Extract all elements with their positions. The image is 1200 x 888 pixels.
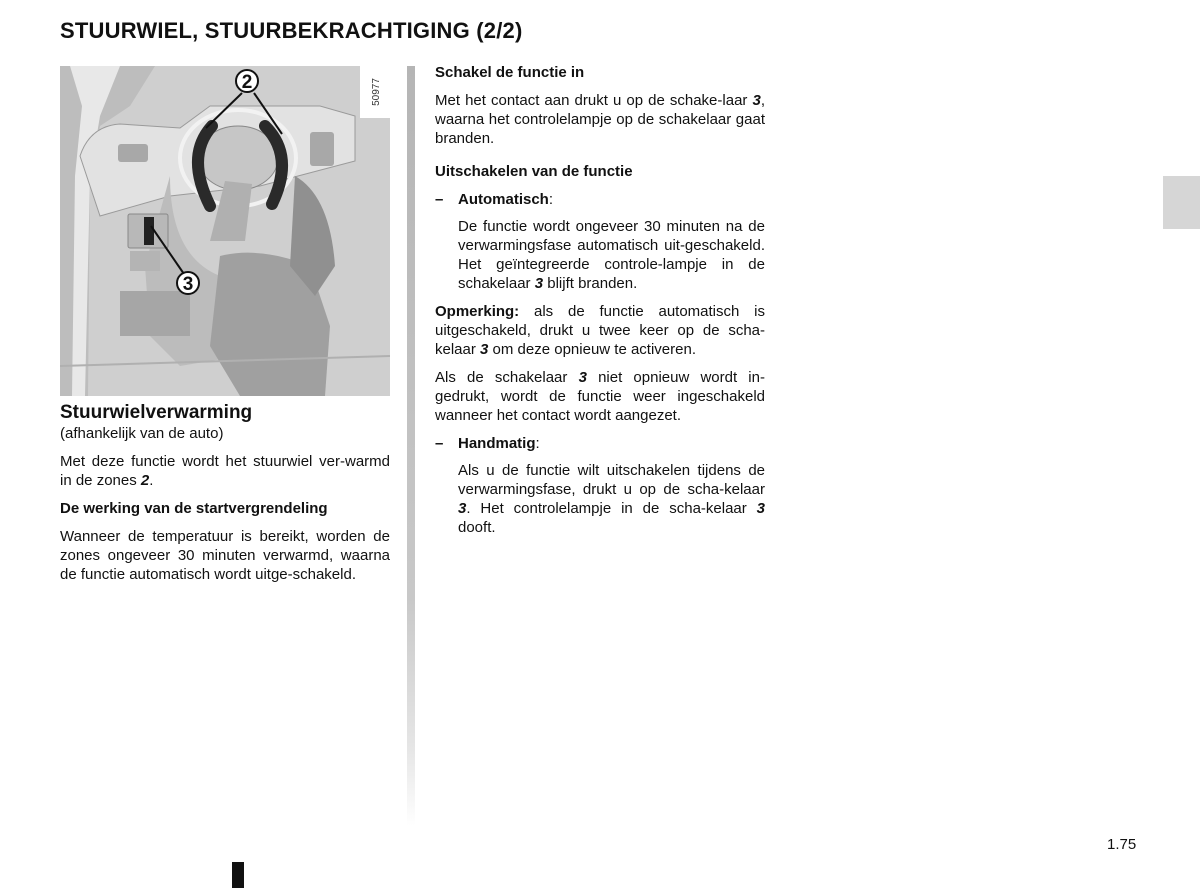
disable-heading: Uitschakelen van de functie xyxy=(435,163,633,180)
reactivate-paragraph: Als de schakelaar 3 niet opnieuw wordt in-gedrukt, wordt de functie weer ingeschakeld wanneer het contact wordt aangezet. xyxy=(435,369,765,424)
right-column xyxy=(435,63,765,546)
enable-paragraph: Met het contact aan drukt u op de schake-laar 3, waarna het controlelampje op de schakelaar gaat branden. xyxy=(435,92,765,147)
figure-code: 50977 xyxy=(371,78,382,106)
callout-2-label: 2 xyxy=(241,72,253,93)
start-lock-heading: De werking van de startvergrendeling xyxy=(60,500,328,517)
page-number: 1.75 xyxy=(1107,836,1137,853)
steering-wheel-illustration xyxy=(60,66,390,396)
note-paragraph: Opmerking: als de functie automatisch is uitgeschakeld, drukt u twee keer op de scha-kelaar 3 om deze opnieuw te activeren. xyxy=(435,303,765,358)
page-title: STUURWIEL, STUURBEKRACHTIGING (2/2) xyxy=(60,18,523,43)
manual-paragraph: Als u de functie wilt uitschakelen tijdens de verwarmingsfase, drukt u op de scha-kelaar 3. Het controlelampje in de scha-kelaar 3 dooft. xyxy=(458,462,765,536)
automatic-paragraph: De functie wordt ongeveer 30 minuten na de verwarmingsfase automatisch uit-geschakeld. Het geïntegreerde controle-lampje in de schakelaar 3 blijft branden. xyxy=(458,218,765,292)
manual-item: – Handmatig: xyxy=(435,435,540,452)
callout-3-label: 3 xyxy=(182,274,194,295)
enable-heading: Schakel de functie in xyxy=(435,64,585,81)
section-title: Stuurwielverwarming xyxy=(60,402,253,423)
intro-paragraph: Met deze functie wordt het stuurwiel ver-warmd in de zones 2. xyxy=(60,453,390,489)
start-lock-paragraph: Wanneer de temperatuur is bereikt, worden de zones ongeveer 30 minuten verwarmd, waarna de functie automatisch wordt uitge-schakeld. xyxy=(60,528,390,583)
left-column xyxy=(60,402,390,593)
footer-mark xyxy=(232,862,244,888)
column-divider xyxy=(407,66,415,826)
automatic-item: – Automatisch: xyxy=(435,191,554,208)
chapter-tab xyxy=(1163,176,1200,229)
section-subtitle: (afhankelijk van de auto) xyxy=(60,425,224,442)
